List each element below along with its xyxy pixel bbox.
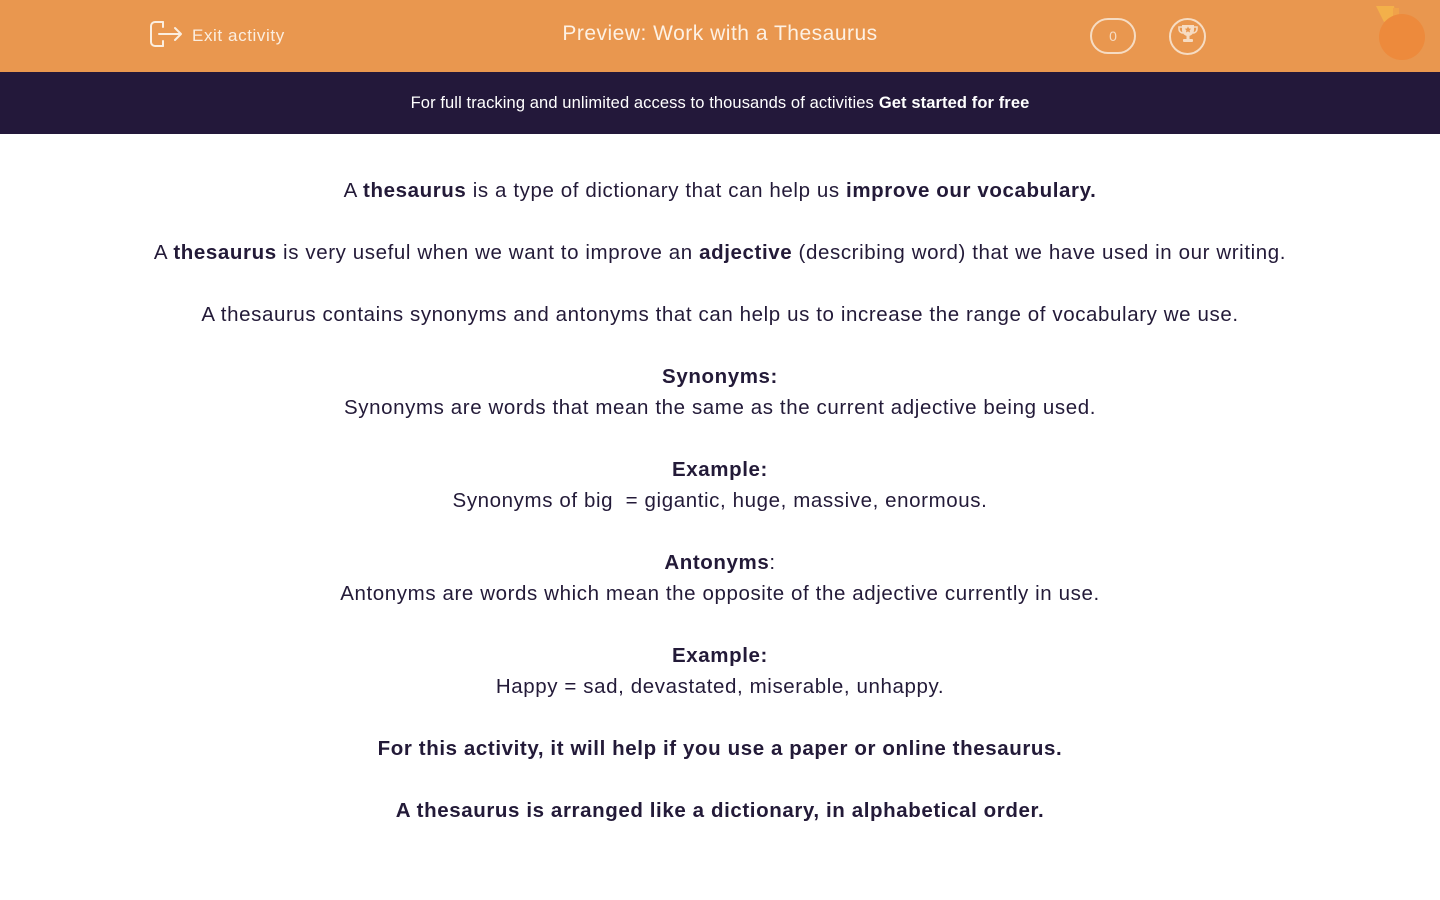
activity-note-2: A thesaurus is arranged like a dictionary, in alphabetical order.	[395, 799, 1045, 822]
intro-paragraph-1: A thesaurus is a type of dictionary that can help us improve our vocabulary.	[343, 179, 1097, 202]
antonyms-example: Happy = sad, devastated, miserable, unhappy.	[495, 675, 945, 698]
trophy-icon	[1177, 23, 1199, 50]
synonyms-example-heading: Example:	[672, 458, 768, 481]
orange-logo-icon	[1372, 4, 1432, 62]
synonyms-definition: Synonyms are words that mean the same as the current adjective being used.	[343, 396, 1097, 419]
antonyms-definition: Antonyms are words which mean the opposite of the adjective currently in use.	[340, 582, 1100, 605]
intro-paragraph-2: A thesaurus is very useful when we want to improve an adjective (describing word) that we have used in our writing.	[153, 241, 1287, 264]
exit-activity-label: Exit activity	[192, 26, 285, 45]
antonyms-example-heading: Example:	[672, 644, 768, 667]
score-badge: 0	[1090, 18, 1136, 54]
activity-note-1: For this activity, it will help if you use a paper or online thesaurus.	[377, 737, 1063, 760]
top-bar	[0, 0, 1440, 72]
promo-banner	[0, 72, 1440, 134]
trophy-button[interactable]	[1169, 18, 1206, 55]
get-started-link[interactable]: Get started for free	[878, 93, 1030, 112]
page-title: Preview: Work with a Thesaurus	[562, 22, 878, 45]
activity-intro	[150, 175, 1290, 857]
banner-text: For full tracking and unlimited access to thousands of activities	[410, 93, 874, 112]
intro-paragraph-3: A thesaurus contains synonyms and antonyms that can help us to increase the range of vocabulary we use.	[201, 303, 1239, 326]
synonyms-heading: Synonyms:	[662, 365, 778, 388]
antonyms-heading: Antonyms:	[664, 551, 776, 574]
synonyms-example: Synonyms of big = gigantic, huge, massive, enormous.	[452, 489, 988, 512]
